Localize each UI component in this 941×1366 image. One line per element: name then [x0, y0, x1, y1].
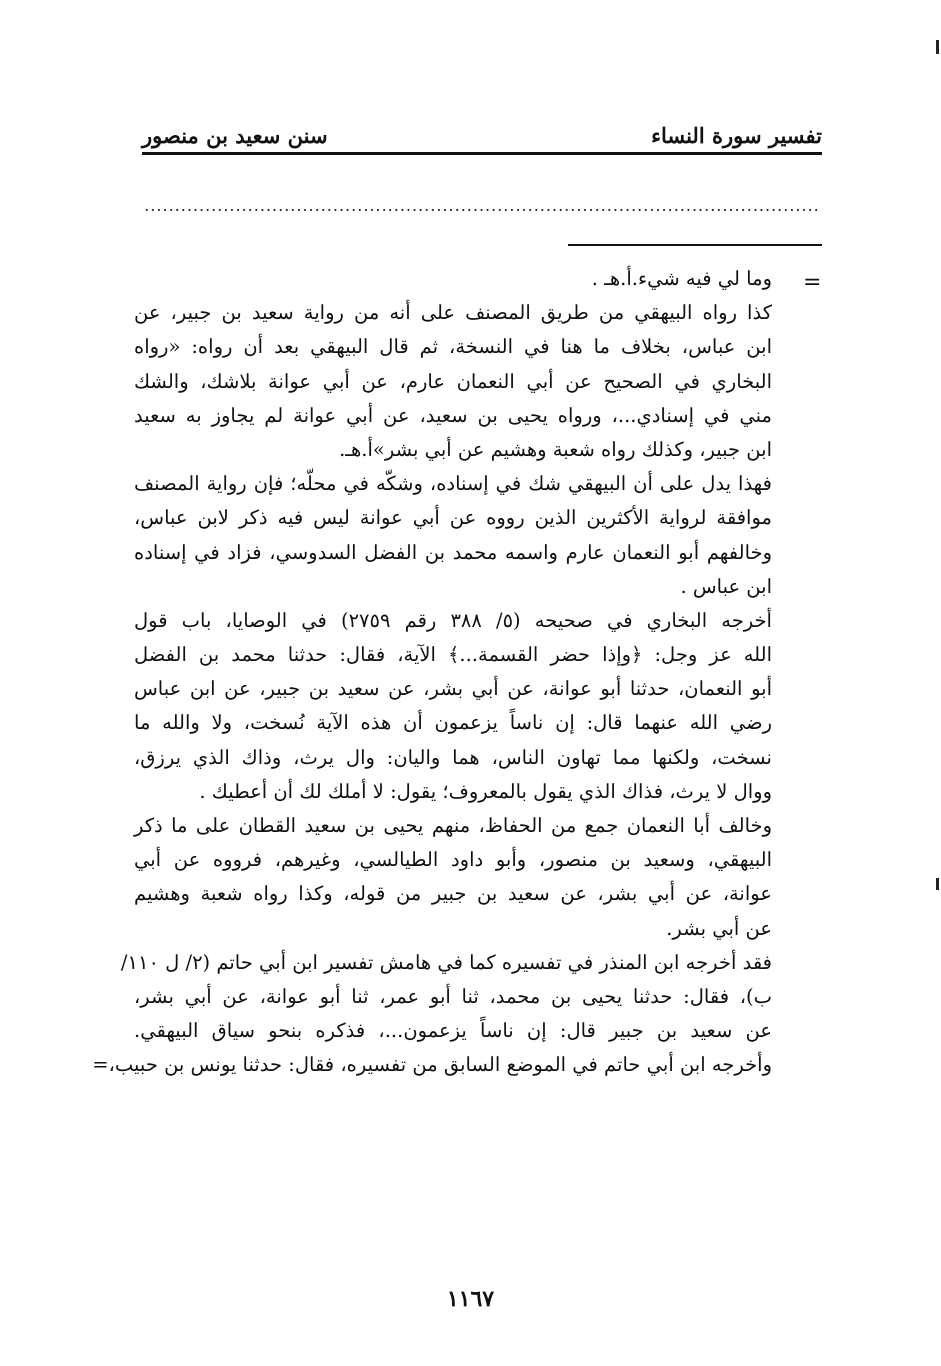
page-number: ١١٦٧ [446, 1286, 495, 1312]
footnote-line: ووال لا يرث، فذاك الذي يقول بالمعروف؛ يقول: لا أملك لك أن أعطيك . [199, 779, 772, 803]
continuation-mark: = [803, 270, 822, 295]
footnote-line: مني في إسنادي...، ورواه يحيى بن سعيد، عن أبي عوانة لم يجاوز به سعيد [134, 403, 772, 427]
footnote-line: فهذا يدل على أن البيهقي شك في إسناده، وشكّه في محلّه؛ فإن رواية المصنف [134, 472, 772, 496]
footnote-line: وخالفهم أبو النعمان عارم واسمه محمد بن الفضل السدوسي، فزاد في إسناده [134, 540, 772, 564]
footnote-line: رضي الله عنهما قال: إن ناساً يزعمون أن هذه الآية نُسخت، ولا والله ما [134, 711, 772, 735]
header-chapter-title: تفسير سورة النساء [651, 123, 822, 148]
footnote-line: وخالف أبا النعمان جمع من الحفاظ، منهم يحيى بن سعيد القطان على ما ذكر [134, 814, 772, 837]
footnote-line: ابن عباس، بخلاف ما هنا في النسخة، ثم قال البيهقي بعد أن رواه: «رواه [134, 335, 772, 359]
footnote-line: كذا رواه البيهقي من طريق المصنف على أنه من رواية سعيد بن جبير، عن [134, 301, 772, 325]
scan-edge-mark [936, 40, 939, 54]
footnote-line: نسخت، ولكنها مما تهاون الناس، هما واليان: وال يرث، وذاك الذي يرزق، [134, 745, 772, 769]
scan-edge-mark [936, 878, 939, 890]
footnote-line: الله عز وجل: ﴿وإذا حضر القسمة...﴾ الآية، فقال: حدثنا محمد بن الفضل [134, 643, 772, 667]
footnote-line: البخاري في الصحيح عن أبي النعمان عارم، عن أبي عوانة بلاشك، والشك [134, 369, 772, 393]
footnote-line: وما لي فيه شيء.أ.هـ . [591, 267, 772, 290]
footnote-line: عوانة، عن أبي بشر، عن سعيد بن جبير من قوله، وكذا رواه شعبة وهشيم [134, 882, 772, 906]
footnote-line: عن سعيد بن جبير قال: إن ناساً يزعمون...، فذكره بنحو سياق البيهقي. [134, 1019, 772, 1043]
footnote-line: ابن جبير، وكذلك رواه شعبة وهشيم عن أبي بشر»أ.هـ. [339, 437, 772, 461]
header-book-title: سنن سعيد بن منصور [142, 123, 328, 148]
footnote-rule [568, 244, 822, 246]
footnote-line: ابن عباس . [680, 574, 772, 598]
footnote-line: أبو النعمان، حدثنا أبو عوانة، عن أبي بشر، عن سعيد بن جبير، عن ابن عباس [134, 677, 772, 701]
running-header [142, 108, 822, 148]
footnote-line: ب)، فقال: حدثنا يحيى بن محمد، ثنا أبو عمر، ثنا أبو عوانة، عن أبي بشر، [134, 984, 772, 1008]
footnote-line: فقد أخرجه ابن المنذر في تفسيره كما في هامش تفسير ابن أبي حاتم (٢/ ل ١١٠/ [120, 950, 772, 974]
footnote-line: البيهقي، وسعيد بن منصور، وأبو داود الطيالسي، وغيرهم، فرووه عن أبي [134, 848, 772, 872]
dotted-separator: ............................................................................................................... [144, 196, 820, 215]
footnote-line: أخرجه البخاري في صحيحه (٥/ ٣٨٨ رقم ٢٧٥٩) في الوصايا، باب قول [134, 608, 772, 632]
footnote-text [92, 262, 772, 1083]
header-rule [142, 152, 822, 155]
footnote-line: وأخرجه ابن أبي حاتم في الموضع السابق من تفسيره، فقال: حدثنا يونس بن حبيب،= [92, 1053, 772, 1077]
footnote-line: موافقة لرواية الأكثرين الذين رووه عن أبي عوانة ليس فيه ذكر لابن عباس، [134, 506, 772, 530]
footnote-line: عن أبي بشر. [666, 916, 772, 940]
